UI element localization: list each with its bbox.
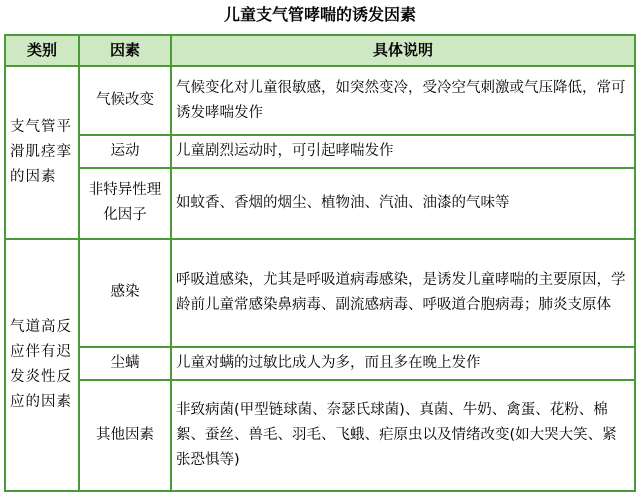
category-cell: 支气管平滑肌痉挛的因素 <box>5 66 79 239</box>
factor-cell: 非特异性理化因子 <box>79 168 171 239</box>
factor-cell: 感染 <box>79 239 171 347</box>
category-cell: 气道高反应伴有迟发炎性反应的因素 <box>5 239 79 491</box>
description-cell: 气候变化对儿童很敏感，如突然变冷，受冷空气刺激或气压降低，常可诱发哮喘发作 <box>171 66 635 135</box>
description-cell: 儿童剧烈运动时，可引起哮喘发作 <box>171 135 635 167</box>
description-cell: 呼吸道感染，尤其是呼吸道病毒感染，是诱发儿童哮喘的主要原因，学龄前儿童常感染鼻病毒、副流感病毒、呼吸道合胞病毒；肺炎支原体 <box>171 239 635 347</box>
header-factor: 因素 <box>79 35 171 66</box>
header-row <box>5 35 635 66</box>
description-cell: 非致病菌(甲型链球菌、奈瑟氏球菌)、真菌、牛奶、禽蛋、花粉、棉絮、蚕丝、兽毛、羽毛、飞蛾、疟原虫以及情绪改变(如大哭大笑、紧张恐惧等) <box>171 380 635 491</box>
table-row <box>5 168 635 239</box>
table-row <box>5 380 635 491</box>
header-category: 类别 <box>5 35 79 66</box>
factor-cell: 气候改变 <box>79 66 171 135</box>
factor-cell: 运动 <box>79 135 171 167</box>
description-cell: 如蚊香、香烟的烟尘、植物油、汽油、油漆的气味等 <box>171 168 635 239</box>
factors-table <box>4 34 636 492</box>
factor-cell: 其他因素 <box>79 380 171 491</box>
table-row <box>5 135 635 167</box>
document-title: 儿童支气管哮喘的诱发因素 <box>223 5 416 24</box>
table-row <box>5 239 635 347</box>
factor-cell: 尘螨 <box>79 347 171 380</box>
description-cell: 儿童对螨的过敏比成人为多，而且多在晚上发作 <box>171 347 635 380</box>
table-row <box>5 347 635 380</box>
table-row <box>5 66 635 135</box>
header-description: 具体说明 <box>171 35 635 66</box>
